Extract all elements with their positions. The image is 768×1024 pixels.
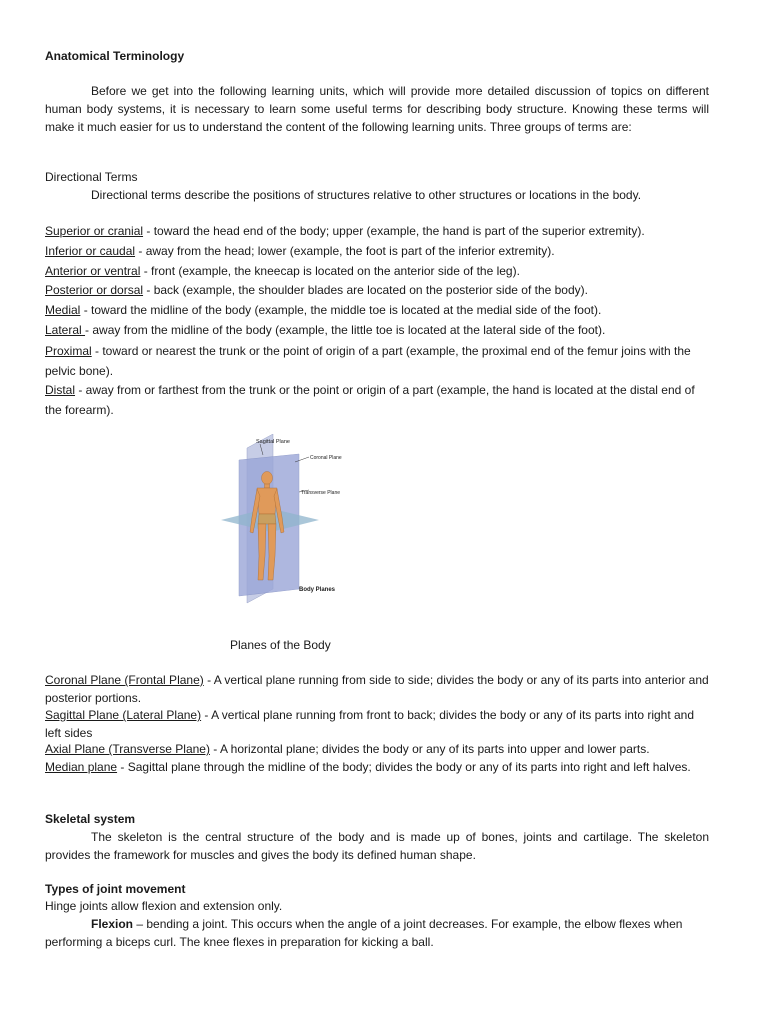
term-name: Posterior or dorsal: [45, 283, 144, 297]
body-planes-figure: [215, 434, 345, 606]
term-definition: - away from or farthest from the trunk or the point or origin of a part (example, the hand is located at the distal end of the forearm).: [45, 383, 695, 417]
page-title: Anatomical Terminology: [45, 49, 185, 63]
plane-definition: - A vertical plane running from side to side; divides the body or any of its parts into anterior and posterior portions.: [45, 673, 709, 705]
term-name: Distal: [45, 383, 76, 397]
term-name: Medial: [45, 303, 81, 317]
term-definition: - toward or nearest the trunk or the point of origin of a part (example, the proximal end of the femur joins with the pelvic bone).: [45, 344, 691, 378]
term-definition: - away from the midline of the body (example, the little toe is located at the lateral side of the foot).: [85, 323, 606, 337]
term-definition: - front (example, the kneecap is located on the anterior side of the leg).: [140, 264, 520, 278]
directional-heading: Directional Terms: [45, 170, 138, 184]
plane-name: Coronal Plane (Frontal Plane): [45, 673, 204, 687]
plane-coronal: [45, 671, 709, 707]
term-name: Superior or cranial: [45, 224, 144, 238]
directional-description: Directional terms describe the positions of structures relative to other structures or locations in the body.: [91, 188, 642, 202]
plane-definition: - A vertical plane running from front to back; divides the body or any of its parts into right and left sides: [45, 708, 695, 740]
term-distal: [45, 380, 709, 420]
skeletal-heading: Skeletal system: [45, 812, 136, 826]
joints-heading: Types of joint movement: [45, 882, 186, 896]
term-name: Lateral: [45, 323, 86, 337]
term-anterior: [45, 262, 709, 280]
flexion-paragraph: [45, 915, 709, 951]
term-medial: [45, 301, 709, 319]
term-definition: - toward the head end of the body; upper (example, the hand is part of the superior extremity).: [143, 224, 645, 238]
sagittal-label: Sagittal Plane: [256, 439, 290, 445]
plane-median: [45, 758, 709, 776]
term-lateral: [45, 321, 709, 339]
plane-definition: - A horizontal plane; divides the body or any of its parts into upper and lower parts.: [209, 742, 650, 756]
plane-name: Sagittal Plane (Lateral Plane): [45, 708, 202, 722]
hinge-joints-text: Hinge joints allow flexion and extension only.: [45, 899, 283, 913]
term-inferior: [45, 242, 709, 260]
term-definition: - back (example, the shoulder blades are located on the posterior side of the body).: [143, 283, 588, 297]
plane-axial: [45, 740, 709, 758]
term-definition: - away from the head; lower (example, the foot is part of the inferior extremity).: [135, 244, 555, 258]
term-proximal: [45, 341, 709, 381]
flexion-term: Flexion: [91, 917, 134, 931]
skeletal-paragraph: The skeleton is the central structure of the body and is made up of bones, joints and cartilage. The skeleton provides the framework for muscles and gives the body its defined human shape.: [45, 830, 709, 862]
flexion-definition: – bending a joint. This occurs when the angle of a joint decreases. For example, the elbow flexes when performing a biceps curl. The knee flexes in preparation for kicking a ball.: [45, 917, 683, 949]
term-name: Proximal: [45, 344, 92, 358]
plane-name: Median plane: [45, 760, 118, 774]
intro-paragraph: Before we get into the following learning units, which will provide more detailed discussion of topics on different human body systems, it is necessary to learn some useful terms for describing body structure. Knowing these terms will make it much easier for us to understand the content of the following learning units. Three groups of terms are:: [45, 84, 709, 134]
body-planes-label: Body Planes: [299, 587, 336, 593]
coronal-label: Coronal Plane: [310, 455, 342, 461]
plane-name: Axial Plane (Transverse Plane): [45, 742, 210, 756]
transverse-label: Transverse Plane: [301, 490, 340, 496]
plane-sagittal: [45, 706, 709, 742]
term-name: Inferior or caudal: [45, 244, 136, 258]
term-superior: [45, 222, 709, 240]
figure-caption: Planes of the Body: [230, 638, 331, 652]
term-posterior: [45, 281, 709, 299]
term-definition: - toward the midline of the body (example, the middle toe is located at the medial side of the foot).: [80, 303, 602, 317]
term-name: Anterior or ventral: [45, 264, 141, 278]
plane-definition: - Sagittal plane through the midline of the body; divides the body or any of its parts into right and left halves.: [117, 760, 691, 774]
